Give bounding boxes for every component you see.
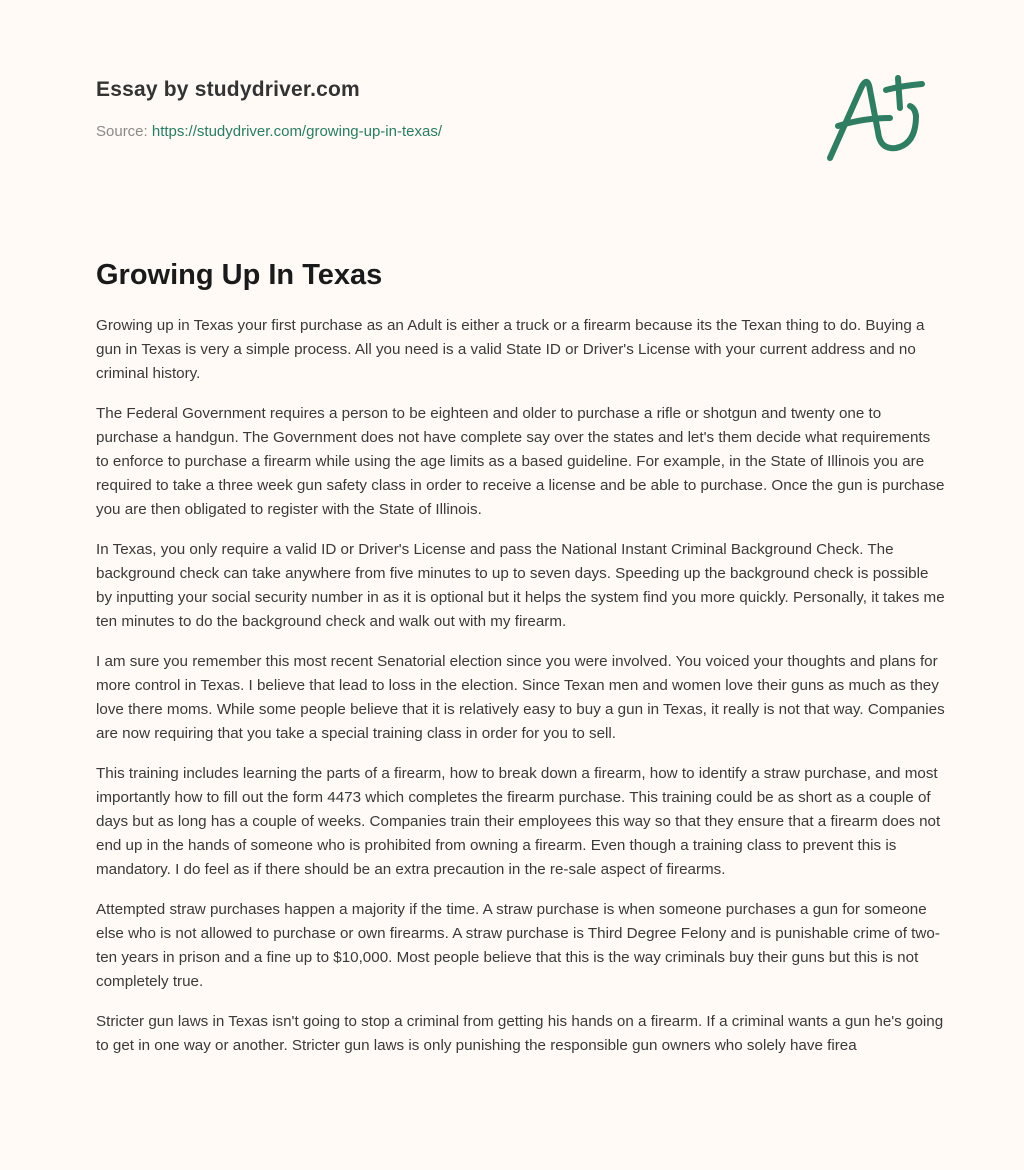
essay-paragraph: In Texas, you only require a valid ID or Driver's License and pass the National Instant Criminal Background Check. The background check can take anywhere from five minutes to up to seven days. Speeding up the background check is possible by inputting your social security number in as it is optional but it helps the system find you more quickly. Personally, it takes me ten minutes to do the background check and walk out with my firearm.	[96, 541, 945, 630]
site-title: Essay by studydriver.com	[96, 78, 360, 101]
essay-paragraph: Stricter gun laws in Texas isn't going to stop a criminal from getting his hands on a firearm. If a criminal wants a gun he's going to get in one way or another. Stricter gun laws is only punishing the responsible gun owners who solely have firea	[96, 1013, 944, 1054]
essay-body	[96, 314, 946, 1074]
essay-paragraph: Attempted straw purchases happen a majority if the time. A straw purchase is when someone purchases a gun for someone else who is not allowed to purchase or own firearms. A straw purchase is Third Degree Felony and is punishable crime of two-ten years in prison and a fine up to $10,000. Most people believe that this is the way criminals buy their guns but this is not completely true.	[96, 901, 940, 990]
essay-paragraph: This training includes learning the parts of a firearm, how to break down a firearm, how to identify a straw purchase, and most importantly how to fill out the form 4473 which completes the firearm purchase. This training could be as short as a couple of days but as long has a couple of weeks. Companies train their employees this way so that they ensure that a firearm does not end up in the hands of someone who is prohibited from owning a firearm. Even though a training class to prevent this is mandatory. I do feel as if there should be an extra precaution in the re-sale aspect of firearms.	[96, 765, 941, 878]
a-plus-grade-icon	[818, 62, 938, 172]
essay-paragraph: I am sure you remember this most recent Senatorial election since you were involved. You voiced your thoughts and plans for more control in Texas. I believe that lead to loss in the election. Since Texan men and women love their guns as much as they love there moms. While some people believe that it is relatively easy to buy a gun in Texas, it really is not that way. Companies are now requiring that you take a special training class in order for you to sell.	[96, 653, 945, 742]
document-title: Growing Up In Texas	[96, 259, 383, 291]
essay-paragraph: The Federal Government requires a person to be eighteen and older to purchase a rifle or shotgun and twenty one to purchase a handgun. The Government does not have complete say over the states and let's them decide what requirements to enforce to purchase a firearm while using the age limits as a based guideline. For example, in the State of Illinois you are required to take a three week gun safety class in order to receive a license and be able to purchase. Once the gun is purchase you are then obligated to register with the State of Illinois.	[96, 405, 945, 518]
source-link[interactable]: https://studydriver.com/growing-up-in-texas/	[151, 123, 442, 140]
page-header	[96, 72, 796, 142]
source-label: Source:	[96, 123, 148, 140]
source-line	[96, 122, 796, 142]
essay-paragraph: Growing up in Texas your first purchase as an Adult is either a truck or a firearm because its the Texan thing to do. Buying a gun in Texas is very a simple process. All you need is a valid State ID or Driver's License with your current address and no criminal history.	[96, 317, 925, 382]
